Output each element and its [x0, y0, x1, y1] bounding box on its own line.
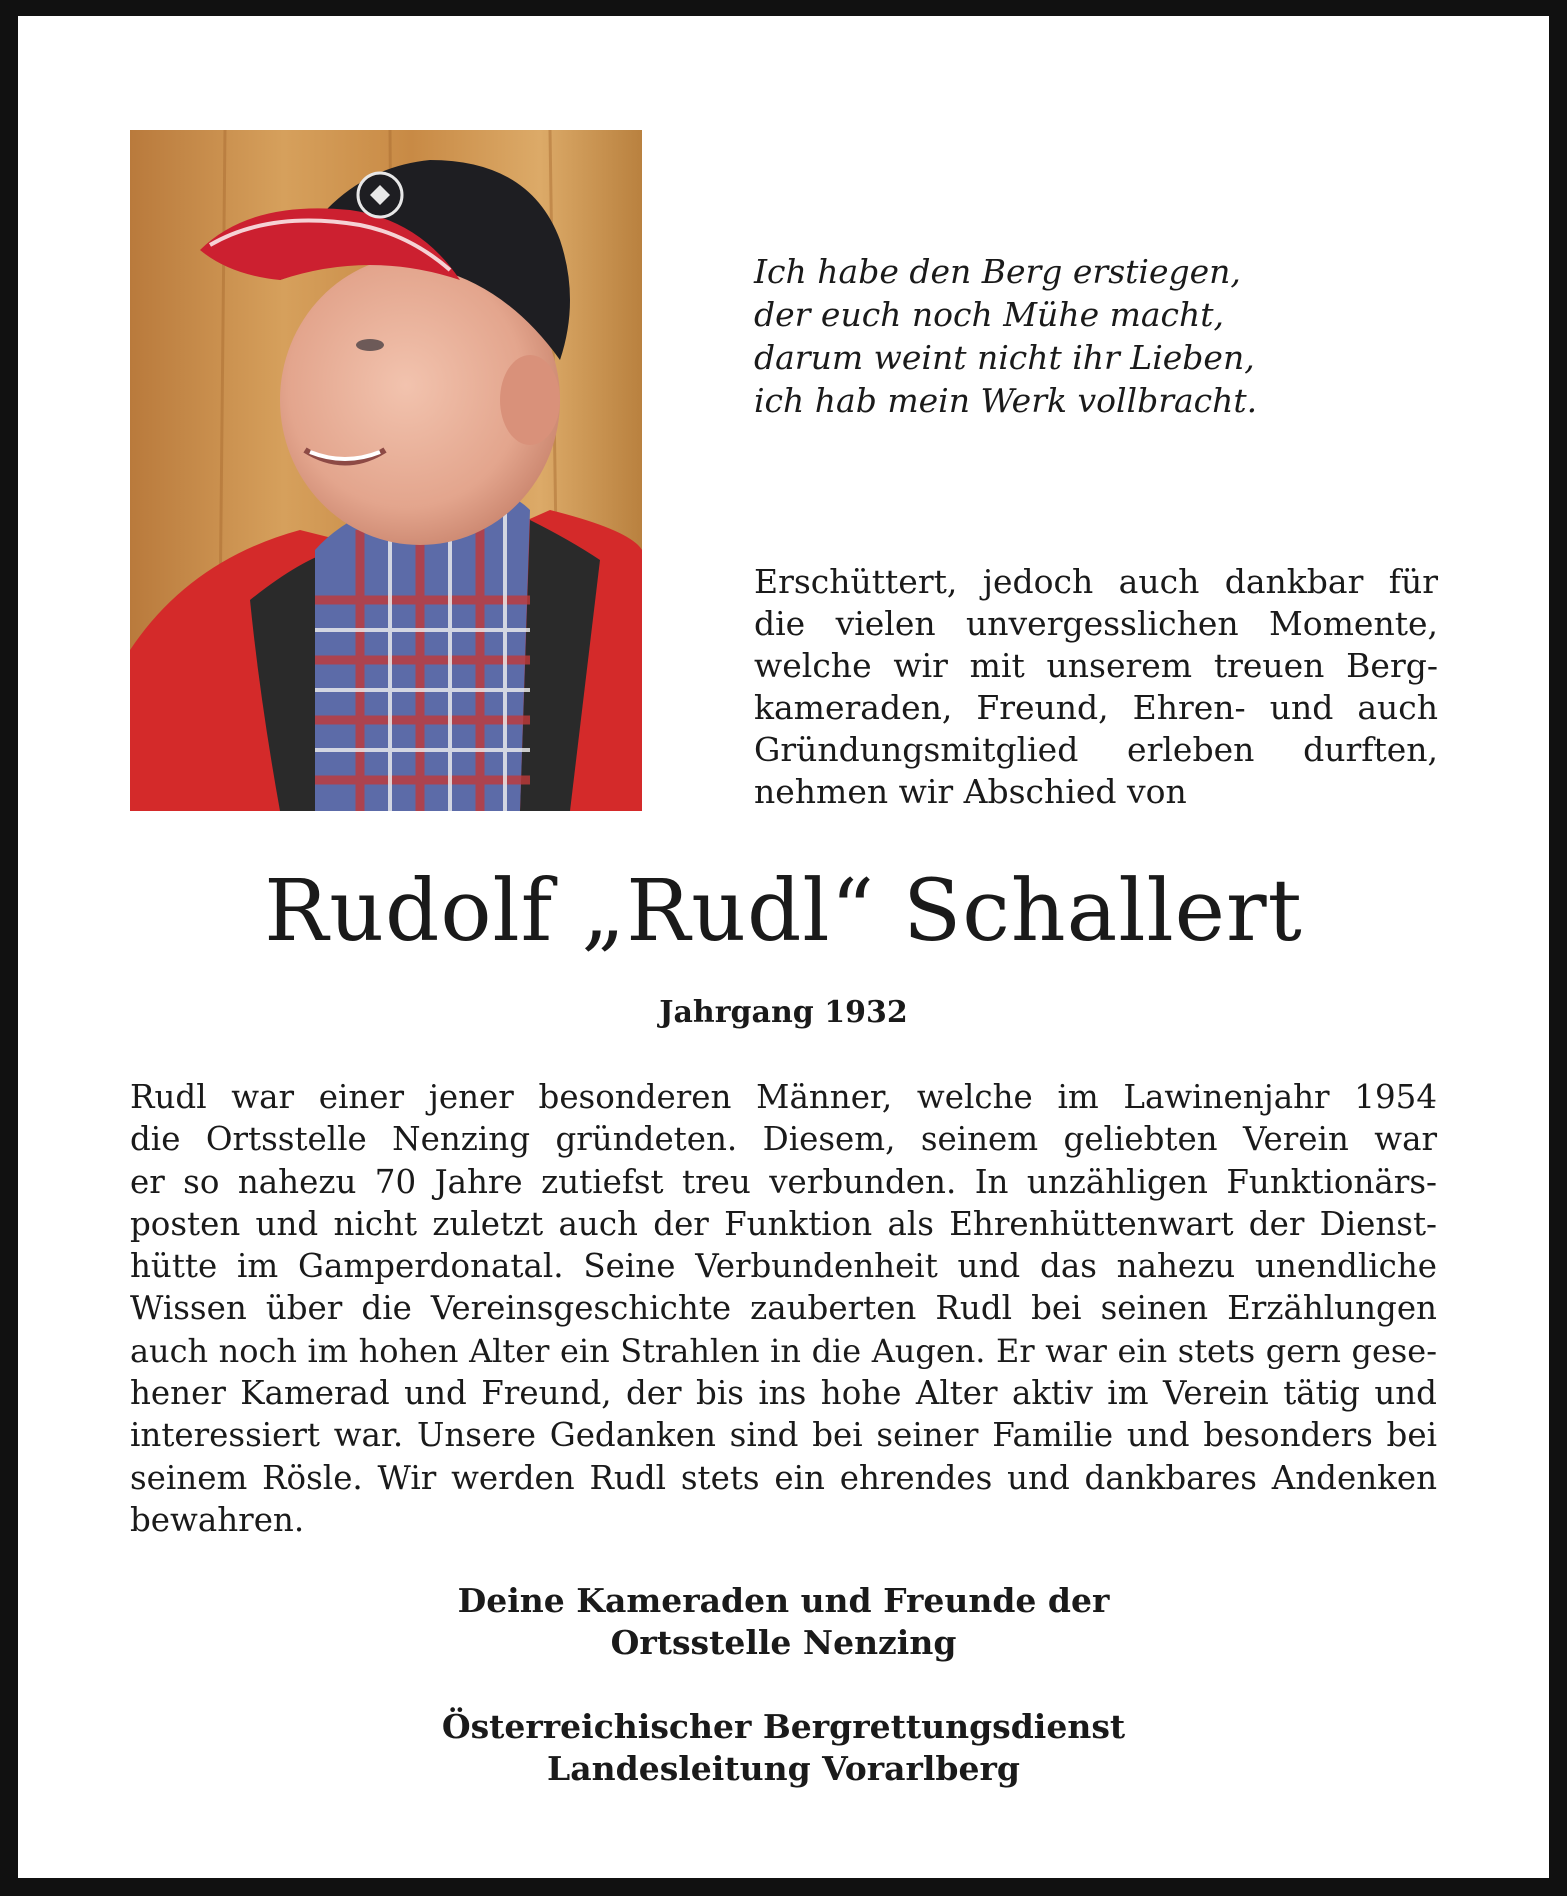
birth-year: Jahrgang 1932 — [659, 995, 908, 1030]
tribute-line: seinem Rösle. Wir werden Rudl stets ein ehrendes und dankbares Andenken — [130, 1458, 1437, 1497]
poem-line: der euch noch Mühe macht, — [754, 295, 1225, 334]
tribute-line: auch noch im hohen Alter ein Strahlen in die Augen. Er war ein stets gern gese- — [130, 1331, 1437, 1370]
intro-line: Erschüttert, jedoch auch dankbar für — [754, 562, 1438, 601]
tribute-line: Rudl war einer jener besonderen Männer, welche im Lawinenjahr 1954 — [130, 1078, 1437, 1116]
tribute-line: interessiert war. Unsere Gedanken sind bei seiner Familie und besonders bei — [130, 1416, 1437, 1455]
tribute-line: Wissen über die Vereinsgeschichte zauberten Rudl bei seinen Erzählungen — [130, 1289, 1437, 1328]
signature-line: Österreichischer Bergrettungsdienst — [441, 1707, 1126, 1746]
deceased-name: Rudolf „Rudl“ Schallert — [264, 862, 1303, 961]
intro-line: kameraden, Freund, Ehren- und auch — [754, 688, 1438, 727]
tribute-line: hütte im Gamperdonatal. Seine Verbundenheit und das nahezu unendliche — [130, 1247, 1437, 1286]
tribute-line: er so nahezu 70 Jahre zutiefst treu verbunden. In unzähligen Funktionärs- — [130, 1162, 1437, 1201]
portrait-photo — [130, 130, 642, 811]
intro-line: Gründungsmitglied erleben durften, — [754, 730, 1438, 769]
tribute-line: posten und nicht zuletzt auch der Funktion als Ehrenhüttenwart der Dienst- — [130, 1204, 1437, 1243]
poem-line: ich hab mein Werk vollbracht. — [754, 381, 1258, 420]
poem — [754, 250, 1454, 422]
poem-line: darum weint nicht ihr Lieben, — [754, 338, 1255, 377]
signature-line: Landesleitung Vorarlberg — [547, 1749, 1020, 1788]
signature-line: Ortsstelle Nenzing — [610, 1623, 957, 1662]
signature-comrades — [0, 1580, 1567, 1664]
signature-line: Deine Kameraden und Freunde der — [457, 1581, 1110, 1620]
tribute-line: die Ortsstelle Nenzing gründeten. Diesem, seinem geliebten Verein war — [130, 1120, 1437, 1159]
portrait-photo-icon — [130, 130, 642, 811]
intro-line: welche wir mit unserem treuen Berg- — [754, 646, 1438, 685]
intro-line: nehmen wir Abschied von — [754, 772, 1187, 811]
intro-paragraph — [754, 561, 1438, 813]
tribute-paragraph — [130, 1076, 1437, 1541]
intro-line: die vielen unvergesslichen Momente, — [754, 604, 1438, 643]
signature-organization — [0, 1706, 1567, 1790]
poem-line: Ich habe den Berg erstiegen, — [754, 252, 1241, 291]
tribute-line: bewahren. — [130, 1500, 305, 1539]
tribute-line: hener Kamerad und Freund, der bis ins hohe Alter aktiv im Verein tätig und — [130, 1374, 1437, 1413]
